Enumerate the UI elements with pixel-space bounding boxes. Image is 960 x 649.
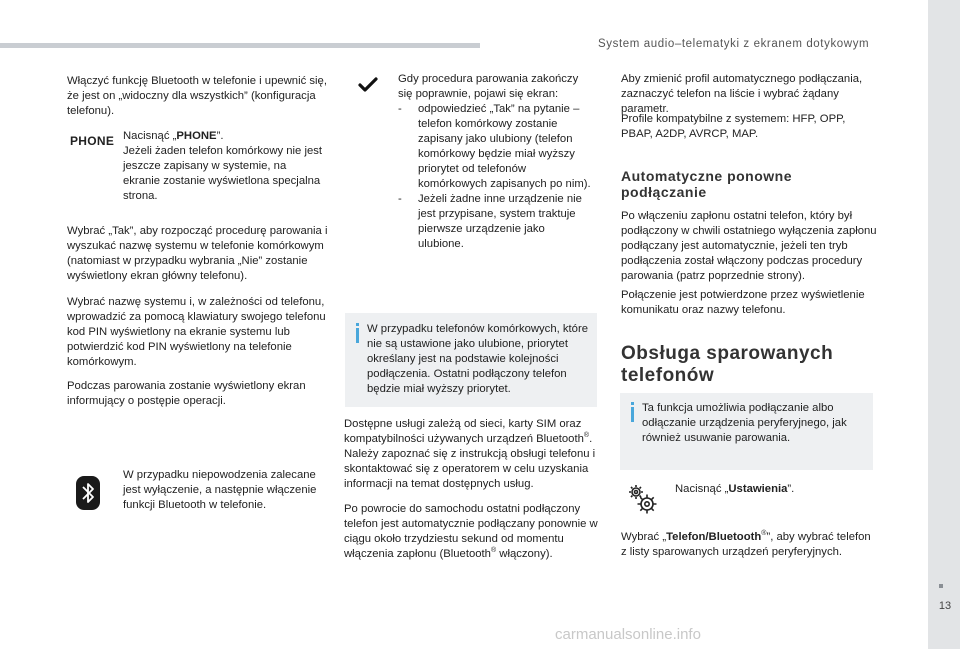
page-marker-dot: [939, 584, 943, 588]
heading-manage-paired-phones: Obsługa sparowanych telefonów: [621, 343, 834, 386]
paragraph-select-system-name: Wybrać nazwę systemu i, w zależności od telefonu, wprowadzić za pomocą klawiatury swojego telefonu kod PIN wyświetlony na ekranie systemu lub potwierdzić kod PIN wyświetlony na telefonie komórkowym.: [67, 296, 326, 368]
page-header-title: System audio–telematyki z ekranem dotykowym: [598, 38, 870, 50]
info-box-priority: [345, 313, 597, 407]
list-item: - Jeżeli żadne inne urządzenie nie jest przypisane, system traktuje pierwsze urządzenie jako ulubione.: [398, 193, 582, 250]
paragraph-progress-screen: Podczas parowania zostanie wyświetlony ekran informujący o postępie operacji.: [67, 380, 306, 407]
paragraph-select-phone-bluetooth: Wybrać „Telefon/Bluetooth®”, aby wybrać telefon z listy sparowanych urządzeń peryferyjnych.: [621, 530, 871, 558]
phone-button-label: PHONE: [70, 134, 115, 148]
header-rule: [0, 43, 480, 48]
info-icon: [631, 407, 634, 422]
page-edge-strip: [928, 0, 960, 649]
phone-instruction-detail: Jeżeli żaden telefon komórkowy nie jest jeszcze zapisany w systemie, na ekranie zostanie wyświetlona specjalna strona.: [123, 145, 323, 202]
pairing-success-block: [398, 72, 593, 252]
settings-gear-icon: [626, 482, 660, 516]
paragraph-compatible-profiles: Profile kompatybilne z systemem: HFP, OPP, PBAP, A2DP, AVRCP, MAP.: [621, 113, 846, 140]
checkmark-icon: [358, 77, 378, 93]
pairing-success-list: [398, 102, 593, 252]
pairing-success-intro: Gdy procedura parowania zakończy się poprawnie, pojawi się ekran:: [398, 73, 579, 100]
info-icon: [356, 328, 359, 343]
watermark: carmanualsonline.info: [555, 626, 701, 643]
list-item: - odpowiedzieć „Tak” na pytanie – telefon komórkowy zostanie zapisany jako ulubiony (telefon komórkowy będzie miał wyższy priorytet od telefonów komórkowych zapisanych po nim).: [398, 103, 591, 190]
paragraph-ignition-reconnect: Po włączeniu zapłonu ostatni telefon, który był podłączony w chwili ostatniego wyłączenia zapłonu podłączany jest automatycznie, jeżeli ten tryb podłączenia został włączony podczas procedury parowania (patrz poprzednie strony).: [621, 210, 877, 282]
paragraph-enable-bluetooth: Włączyć funkcję Bluetooth w telefonie i upewnić się, że jest on „widoczny dla wszystkich” (konfiguracja telefonu).: [67, 75, 327, 117]
info-manage-text: Ta funkcja umożliwia podłączanie albo odłączanie urządzenia peryferyjnego, jak również usuwanie parowania.: [642, 402, 847, 444]
page-number: 13: [938, 600, 952, 612]
bluetooth-icon: [76, 476, 100, 510]
paragraph-auto-reconnect: Po powrocie do samochodu ostatni podłączony telefon jest automatycznie podłączany ponownie w ciągu około trzydziestu sekund od momentu włączenia zapłonu (Bluetooth® włączony).: [344, 503, 598, 560]
heading-auto-reconnect: Automatyczne ponowne podłączanie: [621, 168, 793, 200]
phone-instruction: Nacisnąć „PHONE”. Jeżeli żaden telefon komórkowy nie jest jeszcze zapisany w systemie, na ekranie zostanie wyświetlona specjalna strona.: [123, 130, 323, 202]
settings-instruction: Nacisnąć „Ustawienia”.: [675, 483, 795, 495]
paragraph-connection-confirmed: Połączenie jest potwierdzone przez wyświetlenie komunikatu oraz nazwy telefonu.: [621, 289, 865, 316]
info-priority-text: W przypadku telefonów komórkowych, które nie są ustawione jako ulubione, priorytet określany jest na podstawie kolejności podłączenia. Ostatni podłączony telefon będzie miał wyższy priorytet.: [367, 323, 589, 395]
bluetooth-note: W przypadku niepowodzenia zalecane jest wyłączenie, a następnie włączenie funkcji Bluetooth w telefonie.: [123, 469, 317, 511]
info-box-manage: [620, 393, 873, 470]
paragraph-select-yes: Wybrać „Tak”, aby rozpocząć procedurę parowania i wyszukać nazwę systemu w telefonie komórkowym (natomiast w przypadku wybrania „Nie” zostanie wyświetlony ekran główny telefonu).: [67, 225, 328, 282]
paragraph-change-profile: Aby zmienić profil automatycznego podłączania, zaznaczyć telefon na liście i wybrać żądany parametr.: [621, 73, 863, 115]
paragraph-available-services: Dostępne usługi zależą od sieci, karty SIM oraz kompatybilności używanych urządzeń Bluetooth®. Należy zapoznać się z instrukcją obsługi telefonu i skontaktować się z operatorem w celu uzyskania informacji na temat dostępnych usług.: [344, 418, 596, 490]
